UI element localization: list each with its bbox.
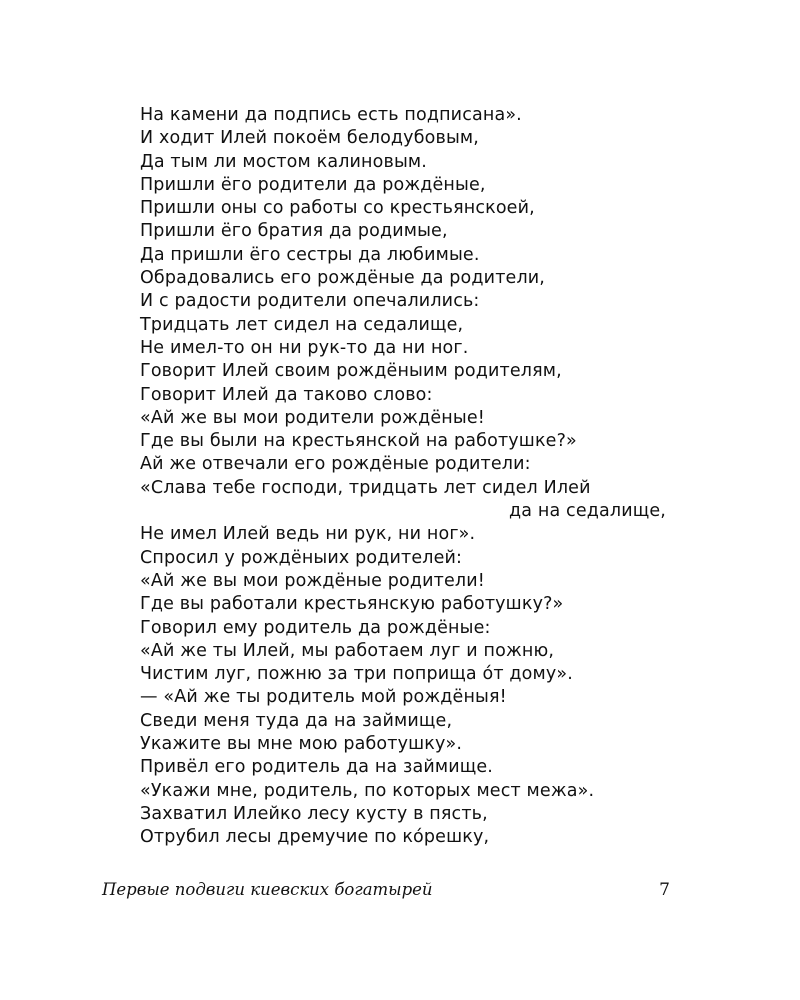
poem-line: «Ай же ты Илей, мы работаем луг и пожню, [140,640,555,661]
poem-line: «Ай же вы мои родители рождёные! [140,407,485,428]
poem-line: Ай же отвечали его рождёные родители: [140,454,531,475]
poem-line: Где вы были на крестьянской на работушке?» [140,431,577,452]
page-number: 7 [659,880,670,900]
poem-line: И с радости родители опечалились: [140,291,480,312]
poem-line: Да пришли ёго сестры да любимые. [140,244,480,265]
poem-text [140,104,680,850]
poem-line: Пришли ёго братия да родимые, [140,221,448,242]
poem-line: Спросил у рождёныих родителей: [140,547,463,568]
poem-line: Где вы работали крестьянскую работушку?» [140,594,564,615]
poem-line: Чистим луг, пожню за три поприща о́т дому». [140,664,573,685]
poem-line: Захватил Илейко лесу кусту в пясть, [140,803,488,824]
poem-line: Говорил ему родитель да рождёные: [140,617,491,638]
poem-line: «Укажи мне, родитель, по которых мест межа». [140,780,595,801]
poem-line: На камени да подпись есть подписана». [140,105,522,125]
poem-line: «Слава тебе господи, тридцать лет сидел Илей [140,477,591,498]
poem-line: Привёл его родитель да на займище. [140,757,494,778]
poem-line: Сведи меня туда да на займище, [140,710,453,731]
poem-line: Обрадовались его рождёные да родители, [140,268,546,289]
poem-line: Отрубил лесы дремучие по ко́решку, [140,827,490,848]
poem-line: И ходит Илей покоём белодубовым, [140,128,479,149]
poem-line-continuation: да на седалище, [509,501,666,522]
poem-line: Да тым ли мостом калиновым. [140,151,427,172]
poem-line: Говорит Илей да таково слово: [140,384,433,405]
page-footer [102,880,670,899]
poem-line: Пришли ёго родители да рождёные, [140,174,486,195]
poem-line: Укажите вы мне мою работушку». [140,734,463,755]
poem-line: «Ай же вы мои рождёные родители! [140,570,485,591]
poem-line: — «Ай же ты родитель мой рождёныя! [140,687,507,708]
poem-line: Не имел Илей ведь ни рук, ни ног». [140,524,476,545]
poem-line: Пришли оны со работы со крестьянскоей, [140,198,535,219]
poem-line: Не имел-то он ни рук-то да ни ног. [140,337,469,358]
running-title: Первые подвиги киевских богатырей [102,880,433,899]
poem-line: Говорит Илей своим рождёныим родителям, [140,361,562,382]
poem-line: Тридцать лет сидел на седалище, [140,314,464,335]
